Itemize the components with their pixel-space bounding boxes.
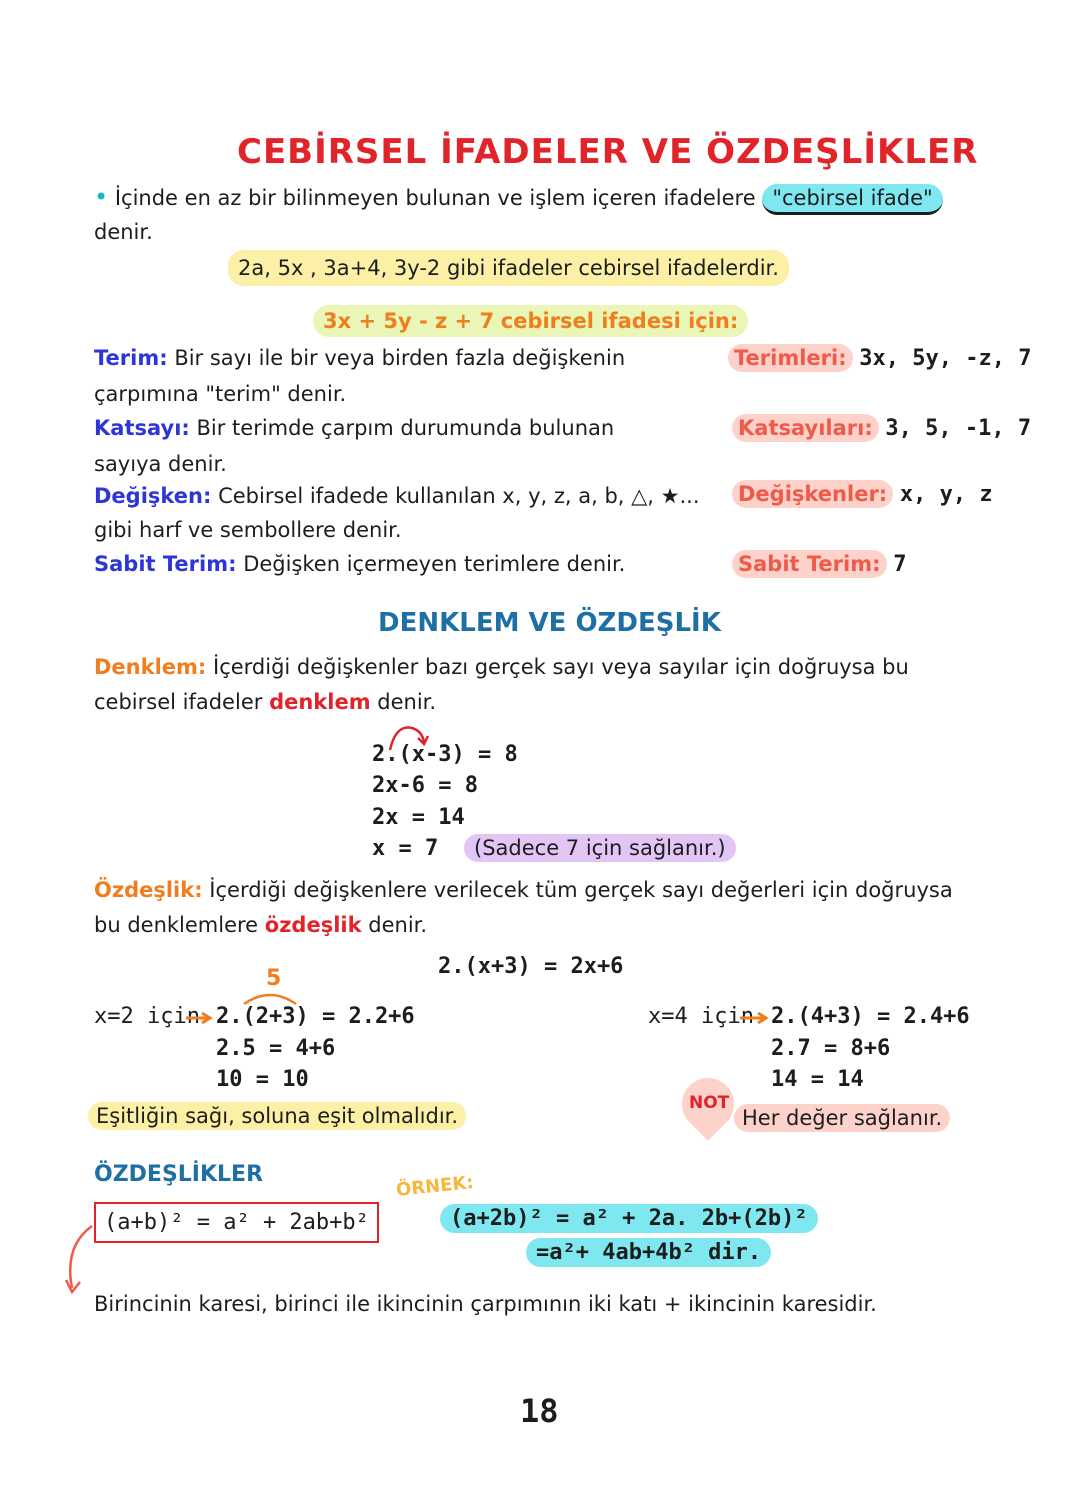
- right-note: Her değer sağlanır.: [734, 1104, 950, 1132]
- def-katsayi-line1: [94, 416, 614, 440]
- right-step-1: 2.(4+3) = 2.4+6: [771, 1004, 970, 1029]
- arrow-right-icon-2: [738, 1010, 770, 1026]
- ozdeslik-line2: bu denklemlere özdeşlik denir.: [94, 913, 428, 937]
- def-sabit-text: Değişken içermeyen terimlere denir.: [243, 552, 626, 576]
- denklem-line1: [94, 655, 909, 679]
- expression-rest: cebirsel ifadesi için:: [500, 309, 739, 333]
- page-number: 18: [520, 1392, 559, 1430]
- intro-line-1: [94, 183, 943, 211]
- def-terim-line1: [94, 346, 625, 370]
- intro-text: İçinde en az bir bilinmeyen bulunan ve işlem içeren ifadelere: [114, 186, 756, 210]
- side-terimleri: [728, 346, 1031, 371]
- def-terim-line2: çarpımına "terim" denir.: [94, 382, 347, 406]
- side-sabit-value: 7: [893, 552, 907, 577]
- explanation: Birincinin karesi, birinci ile ikincinin çarpımının iki katı + ikincinin karesidir.: [94, 1292, 877, 1316]
- right-step-3: 14 = 14: [771, 1067, 864, 1092]
- left-note: Eşitliğin sağı, soluna eşit olmalıdır.: [88, 1102, 466, 1130]
- solution-note: (Sadece 7 için sağlanır.): [464, 834, 736, 862]
- def-terim-term: Terim:: [94, 346, 168, 370]
- side-katsayilari-value: 3, 5, -1, 7: [885, 416, 1032, 441]
- not-label: NOT: [689, 1093, 730, 1113]
- def-terim-text: Bir sayı ile bir veya birden fazla değişkenin: [174, 346, 626, 370]
- section-ozdeslikler-title: ÖZDEŞLİKLER: [94, 1162, 264, 1187]
- right-case-label: x=4 için: [648, 1004, 754, 1029]
- side-katsayilari: [732, 416, 1031, 441]
- expression-heading: [313, 305, 748, 337]
- identity-example: 2.(x+3) = 2x+6: [438, 954, 624, 979]
- def-degisken-line1: [94, 484, 700, 508]
- solution-step-2: 2x-6 = 8: [372, 773, 478, 798]
- solution-step-3: 2x = 14: [372, 805, 465, 830]
- example-line-2: =a²+ 4ab+4b² dir.: [526, 1238, 771, 1267]
- expression: 3x + 5y - z + 7: [323, 309, 495, 333]
- side-degiskenler-value: x, y, z: [899, 482, 993, 507]
- bullet-icon: •: [94, 183, 109, 211]
- denklem-line2: cebirsel ifadeler denklem denir.: [94, 690, 437, 714]
- arrow-right-icon: [184, 1010, 214, 1026]
- def-degisken-line2: gibi harf ve sembollere denir.: [94, 518, 402, 542]
- left-step-1: 2.(2+3) = 2.2+6: [216, 1004, 415, 1029]
- ozdeslik-line1: [94, 878, 953, 902]
- def-degisken-term: Değişken:: [94, 484, 212, 508]
- examples-line: 2a, 5x , 3a+4, 3y-2 gibi ifadeler cebirsel ifadelerdir.: [228, 250, 789, 286]
- section-denklem-title: DENKLEM VE ÖZDEŞLİK: [378, 608, 721, 638]
- def-sabit-line1: [94, 552, 625, 576]
- def-katsayi-text: Bir terimde çarpım durumunda bulunan: [196, 416, 615, 440]
- left-case-label: x=2 için: [94, 1004, 200, 1029]
- def-katsayi-term: Katsayı:: [94, 416, 190, 440]
- solution-step-4: x = 7: [372, 836, 439, 861]
- side-terimleri-label: Terimleri:: [728, 344, 853, 372]
- side-degiskenler-label: Değişkenler:: [732, 480, 893, 508]
- side-degiskenler: [732, 482, 993, 507]
- def-katsayi-line2: sayıya denir.: [94, 452, 227, 476]
- ozdeslik-word: özdeşlik: [264, 913, 362, 937]
- left-step-3: 10 = 10: [216, 1067, 309, 1092]
- ozdeslik-text1: İçerdiği değişkenlere verilecek tüm gerçek sayı değerleri için doğruysa: [209, 878, 953, 902]
- denklem-text1: İçerdiği değişkenler bazı gerçek sayı veya sayılar için doğruysa bu: [213, 655, 909, 679]
- left-step-2: 2.5 = 4+6: [216, 1036, 336, 1061]
- example-line-1: (a+2b)² = a² + 2a. 2b+(2b)²: [440, 1204, 818, 1233]
- side-sabit-label: Sabit Terim:: [732, 550, 887, 578]
- intro-line-2: denir.: [94, 220, 153, 244]
- right-step-2: 2.7 = 8+6: [771, 1036, 891, 1061]
- arc-value: 5: [266, 966, 282, 991]
- example-label: ÖRNEK:: [395, 1171, 475, 1202]
- formula-box: (a+b)² = a² + 2ab+b²: [94, 1202, 379, 1243]
- side-sabit: [732, 552, 906, 577]
- ozdeslik-term: Özdeşlik:: [94, 878, 203, 902]
- side-terimleri-value: 3x, 5y, -z, 7: [859, 346, 1032, 371]
- def-degisken-text: Cebirsel ifadede kullanılan x, y, z, a, b, △, ★...: [218, 484, 700, 508]
- denklem-term: Denklem:: [94, 655, 207, 679]
- cebirsel-ifade-highlight: "cebirsel ifade": [762, 184, 942, 215]
- solution-step-1: 2.(x-3) = 8: [372, 742, 518, 767]
- def-sabit-term: Sabit Terim:: [94, 552, 237, 576]
- denklem-word: denklem: [269, 690, 371, 714]
- page-title: CEBİRSEL İFADELER VE ÖZDEŞLİKLER: [237, 132, 979, 172]
- curved-arrow-icon: [62, 1222, 102, 1302]
- side-katsayilari-label: Katsayıları:: [732, 414, 879, 442]
